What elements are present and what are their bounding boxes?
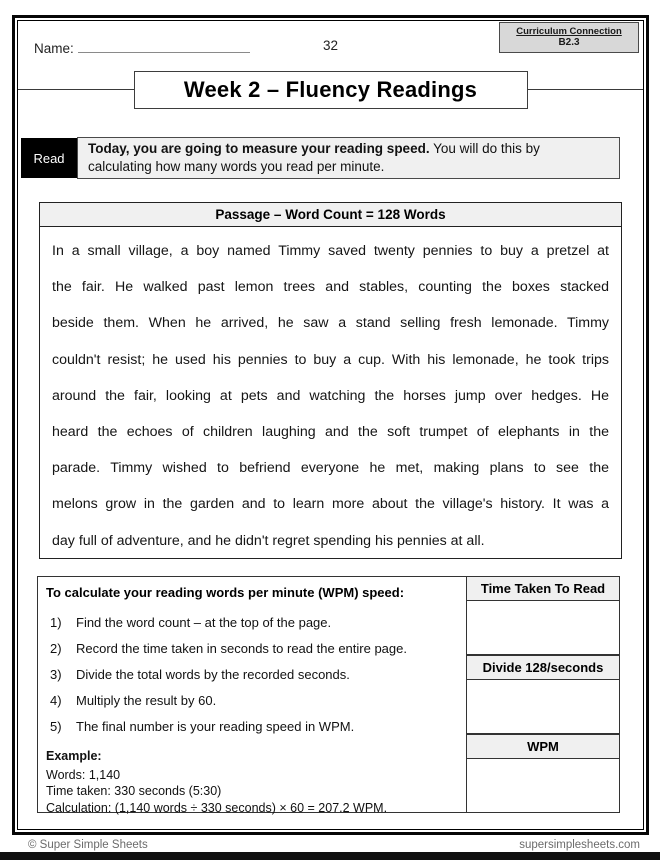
read-section-label: Read [21, 138, 77, 178]
read-row [21, 137, 620, 179]
page-inner-frame [17, 20, 644, 830]
passage-line: couldn't resist; he used his pennies to buy a cup. With his lemonade, he took trips [52, 351, 609, 368]
calculation-heading: To calculate your reading words per minute (WPM) speed: [46, 585, 405, 600]
footer-copyright: © Super Simple Sheets [28, 839, 148, 851]
step-text: The final number is your reading speed in WPM. [76, 718, 355, 734]
curriculum-badge-title: Curriculum Connection [516, 26, 622, 37]
passage-header: Passage – Word Count = 128 Words [39, 202, 622, 227]
step-text: Record the time taken in seconds to read the entire page. [76, 640, 407, 656]
step-number: 5) [50, 718, 62, 734]
passage-body [39, 227, 622, 559]
curriculum-badge-code: B2.3 [558, 37, 580, 48]
passage-line: In a small village, a boy named Timmy saved twenty pennies to buy a pretzel at [52, 243, 609, 259]
read-instruction-box [77, 137, 620, 179]
example-line: Time taken: 330 seconds (5:30) [46, 784, 222, 798]
results-column [467, 577, 619, 812]
result-cell-wpm[interactable] [467, 759, 619, 812]
page-number: 32 [322, 38, 339, 53]
result-cell-divide[interactable] [467, 680, 619, 734]
calc-step [46, 609, 456, 635]
passage-section [39, 202, 622, 559]
passage-line: the fair. He walked past lemon trees and stables, counting the boxes stacked [52, 279, 609, 296]
passage-line: melons grow in the garden and to learn more about the village's history. It was a [52, 496, 609, 513]
result-header-divide: Divide 128/seconds [467, 655, 619, 680]
footer-website: supersimplesheets.com [519, 839, 640, 851]
wpm-calculation-table [37, 576, 620, 813]
calc-step [46, 661, 456, 687]
title-box [134, 71, 528, 109]
passage-line: day full of adventure, and he didn't regret spending his pennies at all. [52, 532, 485, 549]
step-number: 4) [50, 692, 62, 708]
example-line: Words: 1,140 [46, 767, 121, 782]
name-label: Name: [34, 41, 74, 56]
example-block [46, 748, 456, 816]
step-number: 1) [50, 614, 62, 630]
result-cell-time-taken[interactable] [467, 601, 619, 655]
bottom-black-bar [0, 852, 660, 860]
example-line: Calculation: (1,140 words ÷ 330 seconds) × 60 = 207.2 WPM. [46, 800, 388, 815]
step-text: Divide the total words by the recorded seconds. [76, 666, 350, 682]
passage-line: parade. Timmy wished to befriend everyone he met, making plans to see the [52, 460, 609, 477]
result-header-wpm: WPM [467, 734, 619, 759]
calc-step [46, 635, 456, 661]
page-frame [12, 15, 649, 835]
read-instruction-line2: calculating how many words you read per minute. [88, 159, 385, 174]
read-instruction-rest: You will do this by [429, 141, 540, 156]
calc-step [46, 687, 456, 713]
calculation-steps [46, 609, 456, 739]
step-text: Multiply the result by 60. [76, 692, 217, 708]
passage-line: around the fair, looking at pets and watching the horses jump over hedges. He [52, 387, 609, 404]
passage-line: heard the echoes of children laughing and the soft trumpet of elephants in the [52, 423, 609, 440]
step-text: Find the word count – at the top of the page. [76, 614, 332, 630]
result-header-time-taken: Time Taken To Read [467, 577, 619, 601]
page-title: Week 2 – Fluency Readings [183, 77, 478, 102]
curriculum-badge [499, 22, 639, 53]
read-instruction-line1 [88, 140, 609, 158]
passage-line: beside them. When he arrived, he saw a stand selling fresh lemonade. Timmy [52, 315, 609, 332]
calculation-instructions [38, 577, 467, 815]
read-instruction-bold: Today, you are going to measure your reading speed. [88, 141, 430, 156]
step-number: 2) [50, 640, 62, 656]
example-heading: Example: [46, 749, 102, 763]
calc-step [46, 713, 456, 739]
step-number: 3) [50, 666, 62, 682]
